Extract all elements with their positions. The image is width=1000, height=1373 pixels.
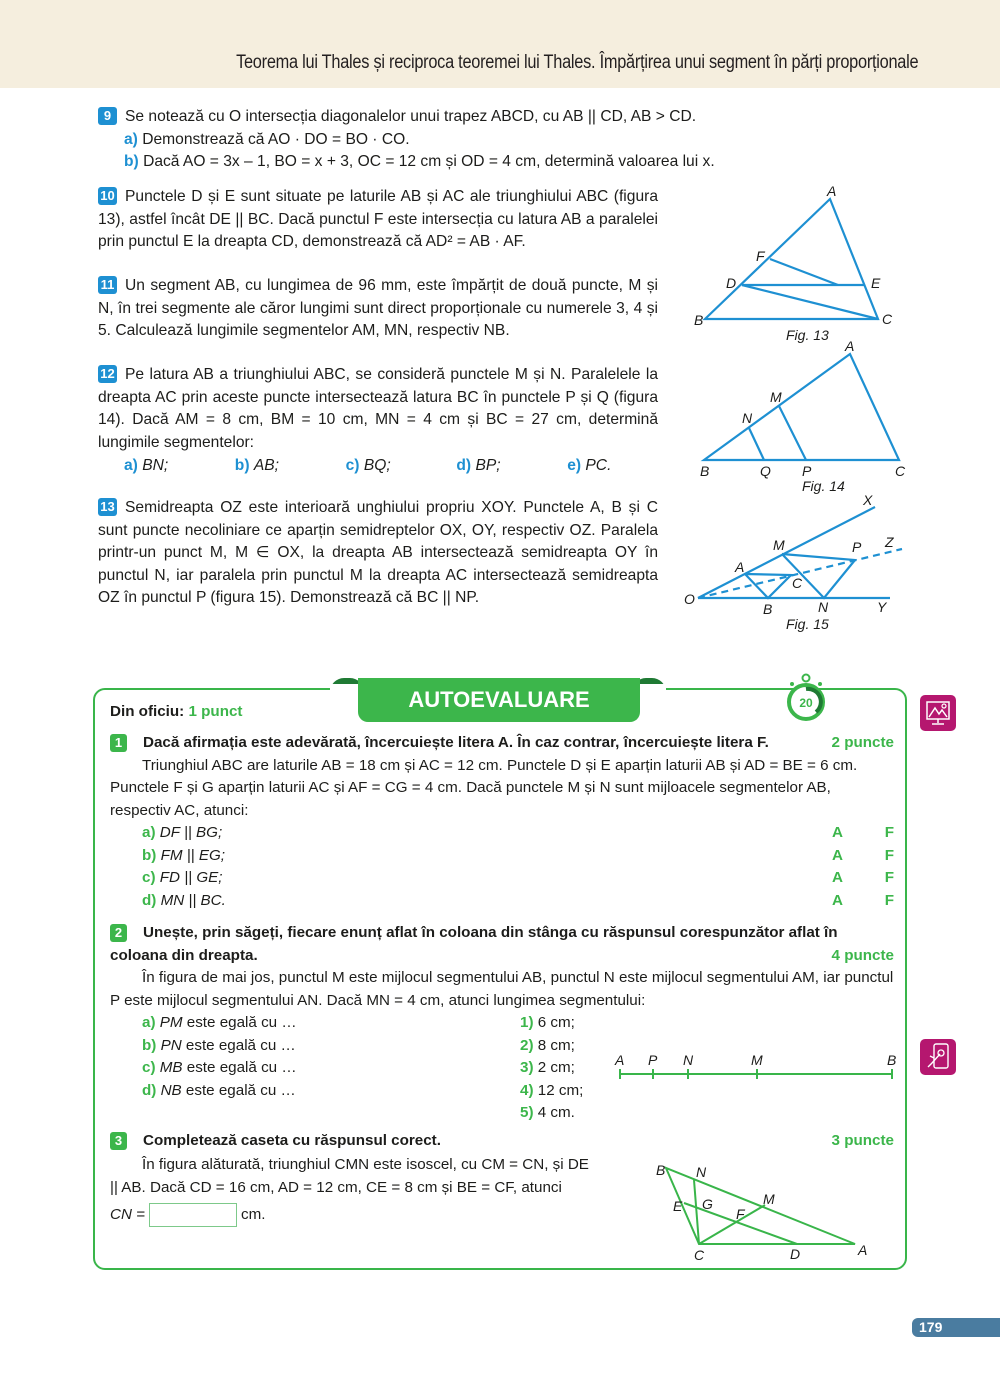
statement[interactable]: d) NB este egală cu … bbox=[142, 1081, 296, 1099]
point-label: N bbox=[742, 410, 753, 426]
left-column bbox=[110, 1012, 520, 1125]
exercise-number: 10 bbox=[98, 187, 117, 205]
segment-dc bbox=[742, 285, 878, 319]
triangle-cmn-figure bbox=[640, 1155, 880, 1270]
choice-f[interactable]: F bbox=[884, 824, 894, 841]
question-1 bbox=[110, 732, 894, 912]
point-label: C bbox=[882, 311, 893, 327]
page-header bbox=[0, 0, 1000, 88]
figure-caption: Fig. 14 bbox=[802, 478, 845, 494]
option-row: a) DF || BG; A F bbox=[110, 822, 894, 845]
point-label: M bbox=[751, 1052, 763, 1068]
exercise-9 bbox=[98, 106, 758, 174]
choice-f[interactable]: F bbox=[884, 869, 894, 886]
point-label: P bbox=[802, 463, 812, 479]
exercise-11 bbox=[98, 275, 658, 343]
statement[interactable]: a) PM este egală cu … bbox=[142, 1014, 297, 1031]
question-2 bbox=[110, 922, 897, 1125]
item: e) PC. bbox=[567, 457, 612, 474]
question-number: 1 bbox=[110, 734, 127, 752]
point-label: N bbox=[818, 599, 829, 615]
question-title: Unește, prin săgeți, fiecare enunț aflat în coloana din stânga cu răspunsul corespunzător aflat în coloana din dreapta. bbox=[110, 924, 838, 964]
question-points: 2 puncte bbox=[831, 734, 894, 751]
item-label: b) bbox=[124, 153, 139, 170]
exercise-text: Un segment AB, cu lungimea de 96 mm, este împărțit de două puncte, M și N, în trei segmente ale căror lungimi sunt direct proporționale cu numerele 3, 4 și 5. Calculează lungimile segmentelor AM, MN, respectiv NB. bbox=[98, 277, 658, 339]
figure-14 bbox=[680, 335, 920, 500]
option-row: b) FM || EG; A F bbox=[110, 845, 894, 868]
answer-input-box[interactable] bbox=[149, 1203, 237, 1227]
exercise-text: Semidreapta OZ este interioară unghiului propriu XOY. Punctele A, B și C sunt puncte necoliniare ce aparțin semidreptelor OX, OY, respectiv OZ. Paralela printr-un punct M, M ∈ OX, la dreapta AB intersectează semidreapta OY în punctul N, iar paralela prin punctul M la dreapta AC intersectează semidreapta OZ în punctul P (figura 15). Demonstrează că BC || NP. bbox=[98, 499, 658, 606]
point-label: A bbox=[858, 1242, 868, 1258]
triangle-abc bbox=[704, 354, 899, 460]
answer-suffix: cm. bbox=[241, 1205, 266, 1223]
exercise-number: 9 bbox=[98, 107, 117, 125]
exercise-text: Se notează cu O intersecția diagonalelor unui trapez ABCD, cu AB || CD, AB > CD. bbox=[125, 108, 697, 125]
point-label: B bbox=[887, 1052, 897, 1068]
ray-ox bbox=[698, 507, 875, 598]
point-label: M bbox=[763, 1191, 775, 1207]
exercise-text: Pe latura AB a triunghiului ABC, se consideră punctele M și N. Paralelele la dreapta AC prin aceste puncte intersectează latura BC în punctele P și Q (figura 14). Dacă AM = 8 cm, BM = 10 cm, MN = 4 cm și BC = 27 cm, determină lungimile segmentelor: bbox=[98, 366, 658, 451]
question-points: 3 puncte bbox=[831, 1132, 894, 1149]
choice-f[interactable]: F bbox=[884, 891, 894, 909]
page-number: 179 bbox=[912, 1318, 1000, 1337]
segment-figure bbox=[605, 1045, 905, 1090]
point-label: G bbox=[702, 1196, 713, 1212]
point-label: D bbox=[726, 275, 737, 291]
chapter-title: Teorema lui Thales și reciproca teoremei lui Thales. Împărțirea unui segment în părți proporționale bbox=[235, 52, 918, 73]
point-label: A bbox=[615, 1052, 625, 1068]
point-label: C bbox=[895, 463, 906, 479]
point-label: P bbox=[852, 539, 862, 555]
choice-a[interactable]: A bbox=[832, 846, 843, 864]
choice-a[interactable]: A bbox=[832, 824, 843, 841]
item-label: a) bbox=[124, 130, 138, 148]
answer-option[interactable]: 1) 6 cm; bbox=[520, 1014, 575, 1031]
question-title: Dacă afirmația este adevărată, încercuiește litera A. În caz contrar, încercuiește litera F. bbox=[143, 734, 769, 751]
point-label: B bbox=[694, 312, 704, 328]
exercise-number: 11 bbox=[98, 276, 117, 294]
segment-mp bbox=[779, 406, 806, 460]
point-label: A bbox=[827, 183, 837, 199]
point-label: A bbox=[845, 338, 855, 354]
self-assessment-title: AUTOEVALUARE bbox=[358, 678, 640, 722]
point-label: F bbox=[756, 248, 765, 264]
image-gallery-icon[interactable] bbox=[920, 695, 956, 731]
answer-option[interactable]: 3) 2 cm; bbox=[520, 1059, 575, 1076]
figure-caption: Fig. 13 bbox=[786, 327, 829, 343]
choice-a[interactable]: A bbox=[832, 891, 843, 909]
exercise-12-items bbox=[98, 455, 678, 478]
point-label: D bbox=[790, 1246, 801, 1262]
point-label: E bbox=[673, 1198, 683, 1214]
point-label: C bbox=[792, 575, 803, 591]
point-label: E bbox=[871, 275, 881, 291]
point-label: Y bbox=[877, 599, 887, 615]
question-number: 2 bbox=[110, 924, 127, 942]
point-label: M bbox=[770, 389, 782, 405]
question-text: În figura alăturată, triunghiul CMN este isoscel, cu CM = CN, și DE || AB. Dacă CD = 16 cm, AD = 12 cm, CE = 8 cm și BE = CF, atunci bbox=[110, 1155, 589, 1196]
triangle-abc bbox=[705, 199, 878, 319]
option-row: c) FD || GE; A F bbox=[110, 867, 894, 890]
point-label: A bbox=[735, 559, 745, 575]
item: a) BN; bbox=[124, 457, 169, 474]
statement[interactable]: b) PN este egală cu … bbox=[142, 1036, 296, 1054]
figure-13 bbox=[680, 180, 920, 355]
answer-option[interactable]: 2) 8 cm; bbox=[520, 1036, 575, 1054]
question-points: 4 puncte bbox=[831, 946, 894, 964]
answer-option[interactable]: 4) 12 cm; bbox=[520, 1081, 584, 1099]
question-text: Triunghiul ABC are laturile AB = 18 cm și AC = 12 cm. Punctele D și E aparțin laturii AB și AD = BE = 6 cm. Punctele F și G aparțin laturii AC și AF = CG = 4 cm. Dacă punctele M și N sunt mijloacele segmentelor AB, respectiv AC, atunci: bbox=[110, 756, 858, 819]
triangle-figure bbox=[680, 335, 920, 495]
touch-screen-icon[interactable] bbox=[920, 1039, 956, 1075]
exercise-10 bbox=[98, 186, 658, 254]
triangle-figure bbox=[680, 180, 920, 350]
item: d) BP; bbox=[456, 457, 501, 474]
point-label: B bbox=[656, 1162, 666, 1178]
right-column bbox=[520, 1012, 583, 1125]
point-label: C bbox=[694, 1247, 705, 1263]
timer-minutes: 20 bbox=[799, 696, 813, 710]
point-label: B bbox=[763, 601, 773, 617]
point-label: B bbox=[700, 463, 710, 479]
option-row: d) MN || BC. A F bbox=[110, 890, 894, 913]
choice-a[interactable]: A bbox=[832, 869, 843, 886]
answer-prefix: CN = bbox=[110, 1205, 146, 1223]
question-text: În figura de mai jos, punctul M este mijlocul segmentului AB, punctul N este mijlocul segmentului AM, iar punctul P este mijlocul segmentului AN. Dacă MN = 4 cm, atunci lungimea segmentului: bbox=[110, 969, 894, 1009]
exercise-number: 12 bbox=[98, 365, 117, 383]
point-label: F bbox=[736, 1206, 745, 1222]
rays-figure bbox=[680, 490, 910, 640]
point-label: N bbox=[696, 1164, 707, 1180]
exercise-12 bbox=[98, 364, 658, 454]
segment-fe bbox=[770, 259, 838, 285]
point-label: M bbox=[773, 537, 785, 553]
point-label: Q bbox=[760, 463, 771, 479]
question-title: Completează caseta cu răspunsul corect. bbox=[143, 1132, 441, 1149]
point-label: O bbox=[684, 591, 695, 607]
point-label: N bbox=[683, 1052, 694, 1068]
question-number: 3 bbox=[110, 1132, 127, 1150]
item-text: Demonstrează că AO · DO = BO · CO. bbox=[142, 130, 410, 148]
point-label: Z bbox=[885, 534, 894, 550]
item: c) BQ; bbox=[345, 457, 391, 474]
figure-caption: Fig. 15 bbox=[786, 616, 829, 632]
exercise-text: Punctele D și E sunt situate pe laturile AB și AC ale triunghiului ABC (figura 13), astfel încât DE || BC. Dacă punctul F este intersecția cu latura AB a paralelei prin punctul E la dreapta CD, demonstrează că AD² = AB · AF. bbox=[98, 188, 658, 250]
point-label: X bbox=[863, 492, 873, 508]
exercise-13 bbox=[98, 497, 658, 610]
choice-f[interactable]: F bbox=[884, 846, 894, 864]
din-oficiu: Din oficiu: 1 punct bbox=[110, 703, 243, 720]
answer-option[interactable]: 5) 4 cm. bbox=[520, 1104, 575, 1121]
statement[interactable]: c) MB este egală cu … bbox=[142, 1059, 297, 1076]
figure-15 bbox=[680, 490, 910, 645]
item-text: Dacă AO = 3x – 1, BO = x + 3, OC = 12 cm și OD = 4 cm, determină valoarea lui x. bbox=[143, 153, 715, 170]
point-label: P bbox=[648, 1052, 658, 1068]
segment-nq bbox=[749, 428, 764, 460]
exercise-number: 13 bbox=[98, 498, 117, 516]
item: b) AB; bbox=[234, 457, 279, 474]
